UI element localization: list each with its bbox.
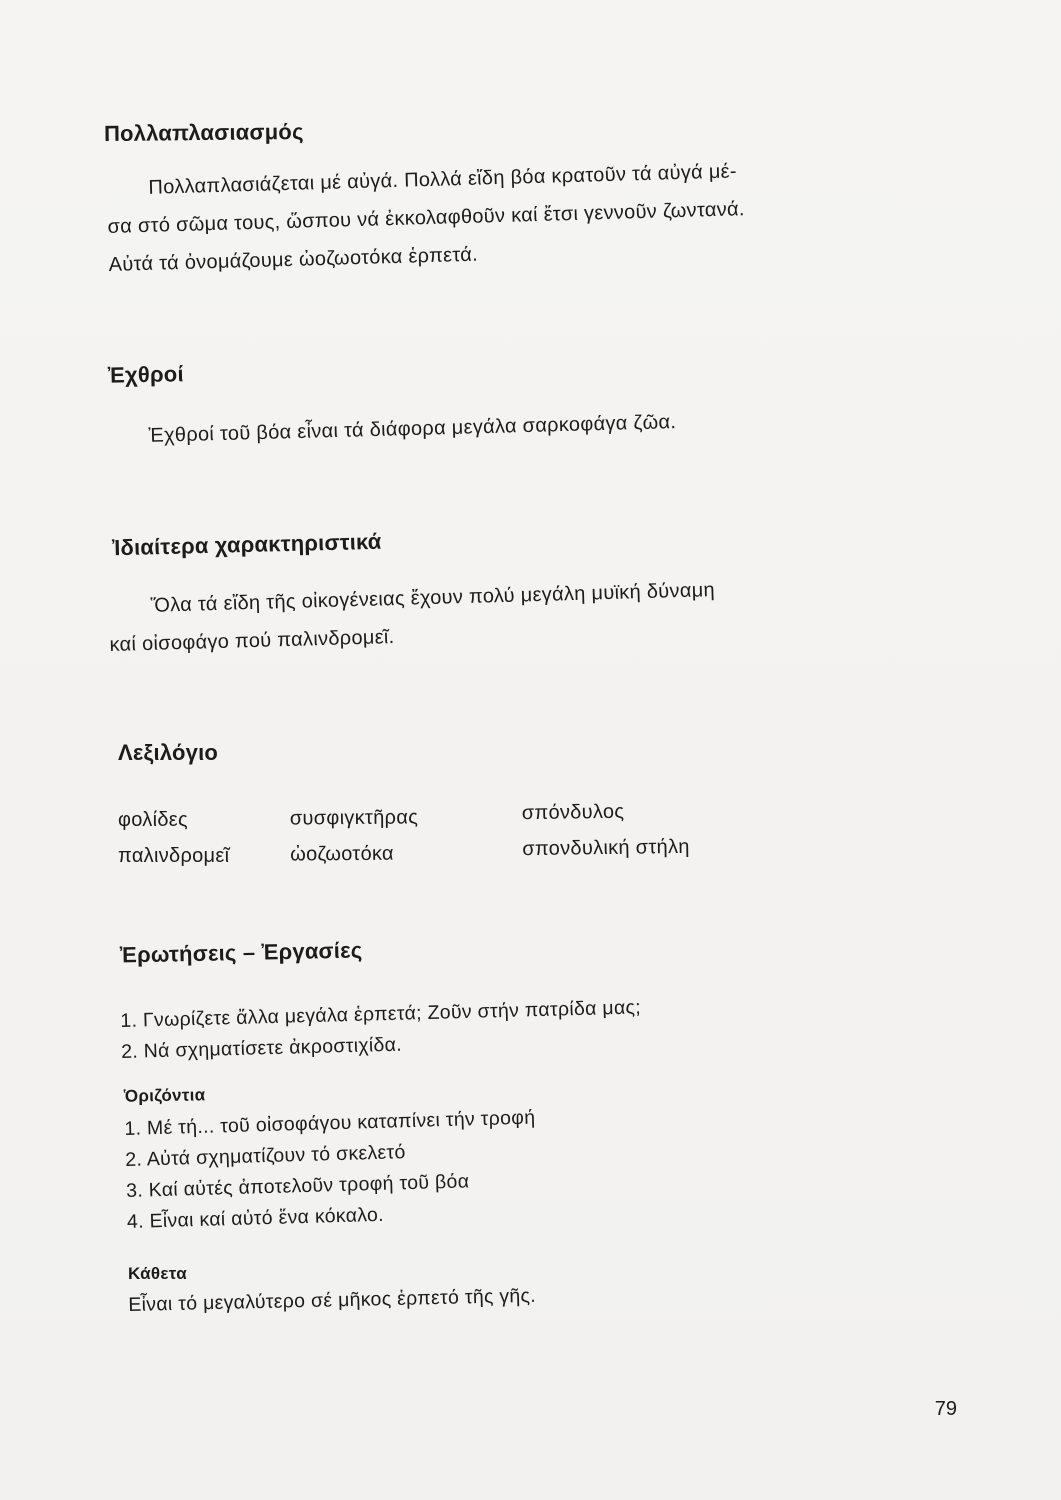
section-title-vocabulary: Λεξιλόγιο xyxy=(118,740,219,765)
paragraph-line: Ὅλα τά εἴδη τῆς οἰκογένειας ἔχουν πολύ μεγάλη μυϊκή δύναμη xyxy=(150,579,716,617)
paragraph-line: σα στό σῶμα τους, ὥσπου νά ἐκκολαφθοῦν καί ἔτσι γεννοῦν ζωντανά. xyxy=(107,198,745,238)
question-item: 1. Γνωρίζετε ἄλλα μεγάλα ἑρπετά; Ζοῦν στήν πατρίδα μας; xyxy=(120,996,642,1032)
horizontal-clue: 2. Αὐτά σχηματίζουν τό σκελετό xyxy=(124,1141,406,1171)
vocabulary-word: σπονδυλική στήλη xyxy=(522,835,690,861)
subsection-title-horizontal: Ὁριζόντια xyxy=(123,1085,206,1106)
vocabulary-word: φολίδες xyxy=(118,809,188,831)
vertical-clue-block xyxy=(128,1281,536,1321)
horizontal-clue: 1. Μέ τή... τοῦ οἰσοφάγου καταπίνει τήν τροφή xyxy=(124,1106,536,1140)
paragraph-line: Αὐτά τά ὀνομάζουμε ὠοζωοτόκα ἑρπετά. xyxy=(108,243,479,276)
paragraph-line: καί οἰσοφάγο πού παλινδρομεῖ. xyxy=(109,626,395,656)
horizontal-clue: 3. Καί αὐτές ἀποτελοῦν τροφή τοῦ βόα xyxy=(125,1170,470,1202)
question-item: 2. Νά σχηματίσετε ἀκροστιχίδα. xyxy=(120,1033,403,1063)
section-title-enemies: Ἐχθροί xyxy=(107,361,184,388)
paragraph-line: Πολλαπλασιάζεται μέ αὐγά. Πολλά εἴδη βόα κρατοῦν τά αὐγά μέ- xyxy=(148,160,738,199)
vocabulary-word: σπόνδυλος xyxy=(521,800,625,825)
section-title-questions: Ἐρωτήσεις – Ἐργασίες xyxy=(119,937,363,968)
horizontal-clues-list xyxy=(124,1103,538,1238)
paragraph-reproduction xyxy=(106,152,746,284)
horizontal-clue: 4. Εἶναι καί αὐτό ἕνα κόκαλο. xyxy=(126,1203,385,1233)
subsection-title-vertical: Κάθετα xyxy=(128,1264,187,1283)
paragraph-line: Ἐχθροί τοῦ βόα εἶναι τά διάφορα μεγάλα σαρκοφάγα ζῶα. xyxy=(148,411,677,447)
vertical-clue: Εἶναι τό μεγαλύτερο σέ μῆκος ἑρπετό τῆς γῆς. xyxy=(128,1284,537,1316)
paragraph-features xyxy=(108,571,716,664)
vocabulary-column-2 xyxy=(290,799,419,872)
vocabulary-word: συσφιγκτῆρας xyxy=(289,806,419,830)
vocabulary-word: παλινδρομεῖ xyxy=(118,845,230,867)
page-number: 79 xyxy=(934,1398,957,1420)
vocabulary-column-3 xyxy=(522,793,690,867)
section-title-reproduction: Πολλαπλασιασμός xyxy=(103,118,304,147)
paragraph-enemies xyxy=(106,403,677,456)
vocabulary-column-1 xyxy=(118,802,229,874)
questions-list xyxy=(120,992,642,1068)
vocabulary-word: ὠοζωοτόκα xyxy=(290,842,394,866)
section-title-features: Ἰδιαίτερα χαρακτηριστικά xyxy=(111,528,382,561)
